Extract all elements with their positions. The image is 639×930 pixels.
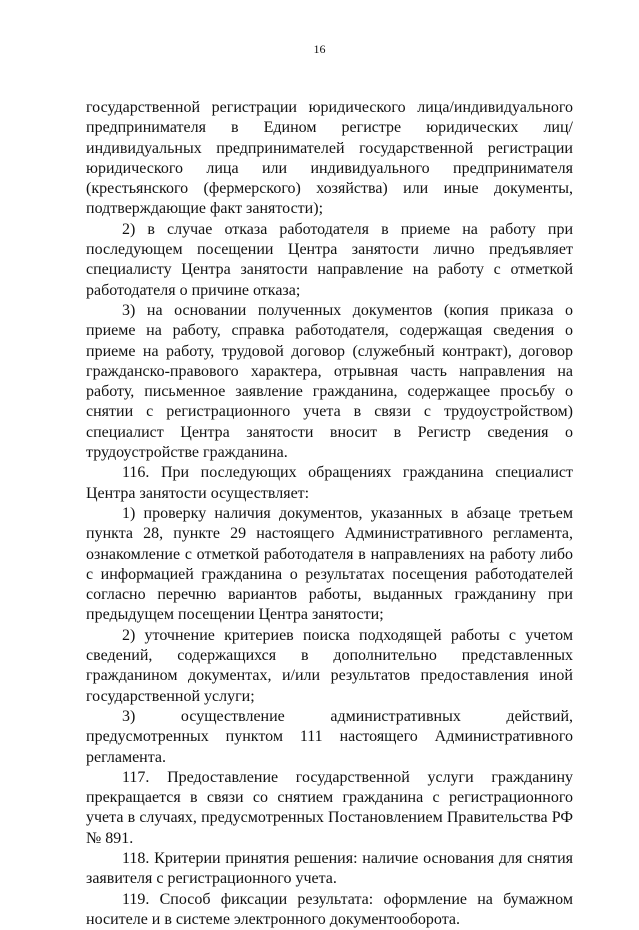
paragraph-item-2-refusal: 2) в случае отказа работодателя в приеме на работу при последующем посещении Центра занятости лично предъявляет специалисту Центра занятости направление на работу с отметкой работодателя о причине отказа;: [86, 220, 573, 299]
paragraph-117: 117. Предоставление государственной услуги гражданину прекращается в связи со снятием гражданина с регистрационного учета в случаях, предусмотренных Постановлением Правительства РФ № 891.: [86, 768, 573, 847]
paragraph-116-item-2: 2) уточнение критериев поиска подходящей работы с учетом сведений, содержащихся в дополнительно представленных гражданином документах, и/или результатов предоставления иной государственной услуги;: [86, 626, 573, 705]
document-body: [86, 98, 573, 930]
paragraph-116-item-1: 1) проверку наличия документов, указанных в абзаце третьем пункта 28, пункте 29 настоящего Административного регламента, ознакомление с отметкой работодателя в направлениях на работу либо с информацией гражданина о результатах посещения работодателей согласно перечню вариантов работы, выданных гражданину при предыдущем посещении Центра занятости;: [86, 504, 573, 624]
paragraph-116: 116. При последующих обращениях гражданина специалист Центра занятости осуществляет:: [86, 464, 573, 502]
paragraph-item-3-documents: 3) на основании полученных документов (копия приказа о приеме на работу, справка работодателя, содержащая сведения о приеме на работу, трудовой договор (служебный контракт), договор гражданско-правового характера, отрывная часть направления на работу, письменное заявление гражданина, содержащее просьбу о снятии с регистрационного учета в связи с трудоустройством) специалист Центра занятости вносит в Регистр сведения о трудоустройстве гражданина.: [86, 301, 573, 462]
page-number: 16: [313, 42, 326, 56]
paragraph-registry-continuation: государственной регистрации юридического лица/индивидуального предпринимателя в Едином регистре юридических лиц/индивидуальных предпринимателей государственной регистрации юридического лица или индивидуального предпринимателя (крестьянского (фермерского) хозяйства) или иные документы, подтверждающие факт занятости);: [86, 99, 573, 218]
paragraph-116-item-3: 3) осуществление административных действий, предусмотренных пунктом 111 настоящего Административного регламента.: [86, 707, 573, 766]
paragraph-118: 118. Критерии принятия решения: наличие основания для снятия заявителя с регистрационного учета.: [86, 849, 573, 888]
paragraph-119: 119. Способ фиксации результата: оформление на бумажном носителе и в системе электронного документооборота.: [86, 890, 573, 928]
